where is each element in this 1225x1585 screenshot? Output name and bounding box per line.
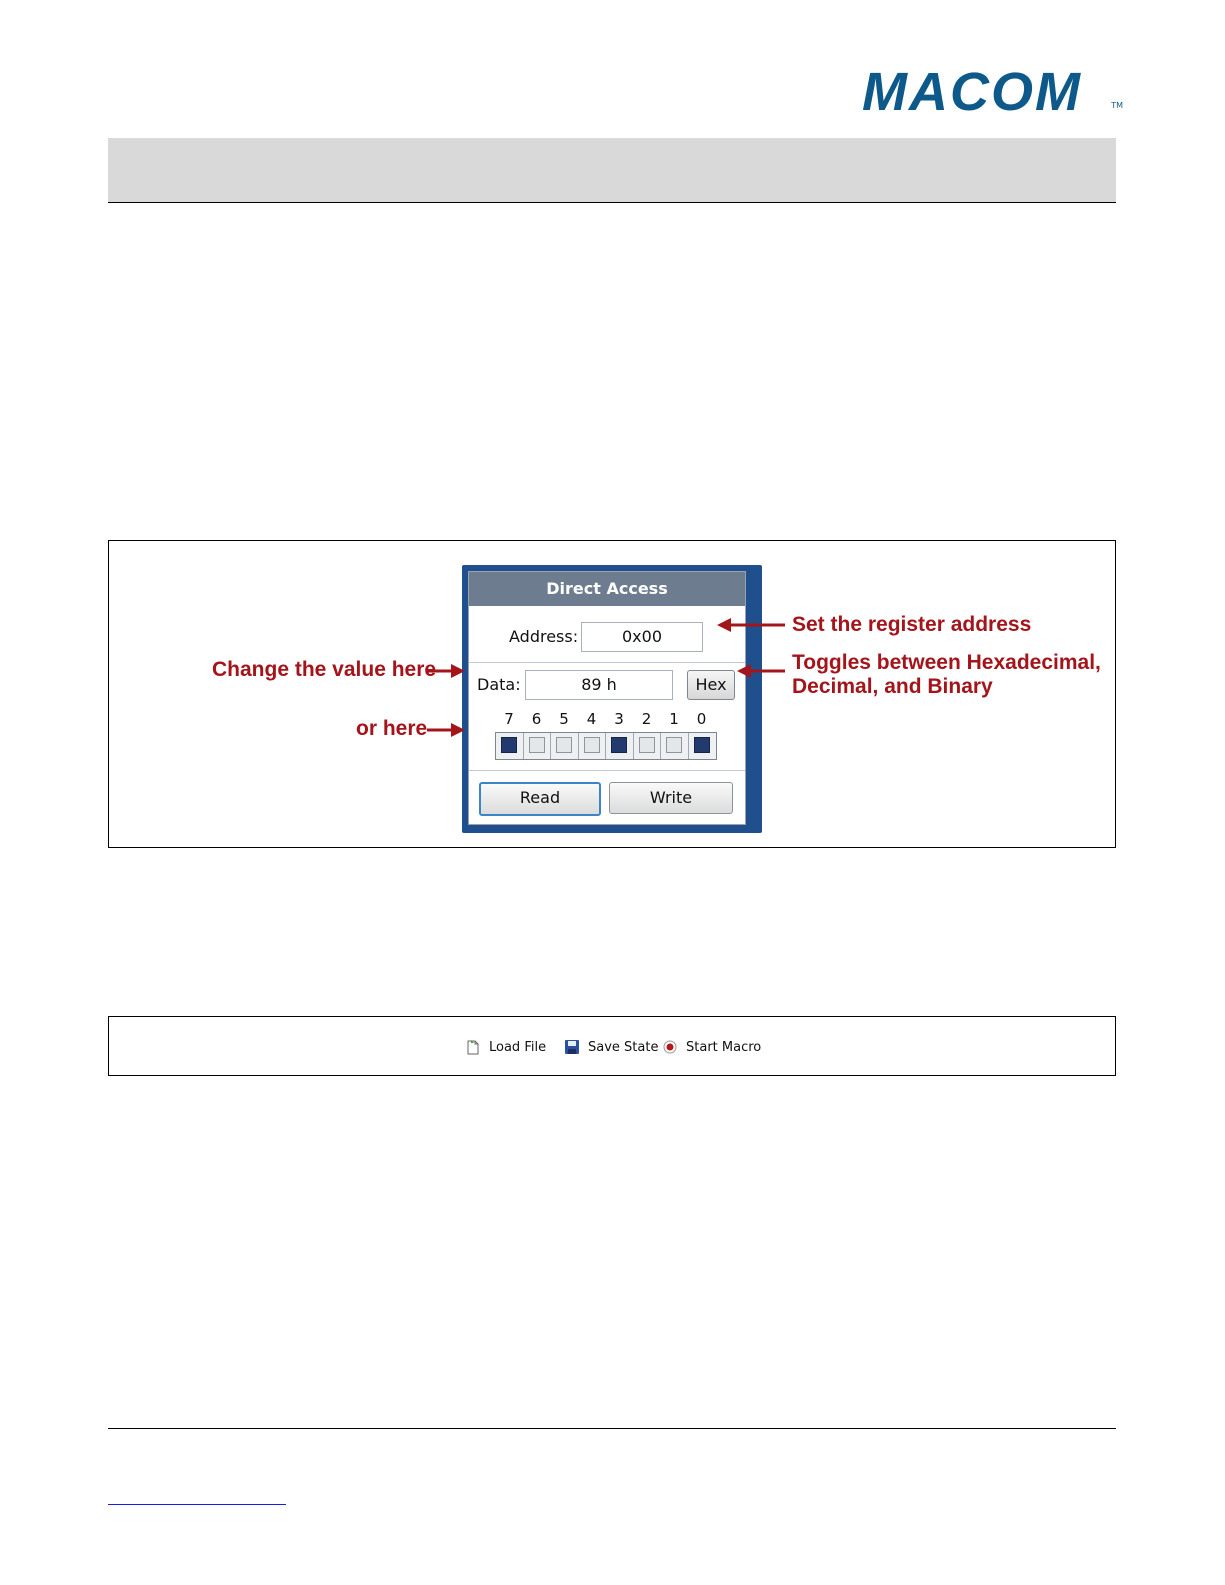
bit-checkbox[interactable]	[661, 733, 689, 759]
divider	[469, 770, 745, 771]
bit-checkbox[interactable]	[524, 733, 552, 759]
header-band	[108, 138, 1116, 203]
annotation-toggles-line1: Toggles between Hexadecimal,	[792, 651, 1101, 674]
bit-checkbox[interactable]	[496, 733, 524, 759]
write-button[interactable]: Write	[609, 782, 733, 814]
divider	[469, 662, 745, 663]
bit-index-label: 1	[669, 710, 679, 728]
bit-index-label: 0	[696, 710, 707, 728]
arrow-right-icon	[427, 722, 467, 738]
record-icon	[662, 1039, 678, 1055]
save-state-button[interactable]	[564, 1037, 658, 1057]
data-label: Data:	[477, 675, 521, 694]
address-input[interactable]: 0x00	[581, 622, 703, 652]
save-state-label: Save State	[588, 1039, 659, 1055]
panel-title: Direct Access	[469, 572, 745, 606]
checkbox-box	[694, 737, 710, 753]
bit-checkbox[interactable]	[689, 733, 717, 759]
checkbox-box	[556, 737, 572, 753]
arrow-right-icon	[427, 663, 467, 679]
bit-index-label: 7	[504, 710, 514, 728]
direct-access-window	[462, 565, 762, 833]
checkbox-box	[611, 737, 627, 753]
footer-link-underline[interactable]	[108, 1504, 286, 1505]
load-file-icon	[465, 1039, 481, 1055]
bit-index-label: 3	[614, 710, 624, 728]
bit-checkbox[interactable]	[606, 733, 634, 759]
annotation-address: Set the register address	[792, 613, 1032, 636]
toolbar-figure	[108, 1016, 1116, 1076]
annotation-or-here: or here	[356, 717, 428, 740]
direct-access-panel	[468, 571, 746, 825]
format-toggle-button[interactable]: Hex	[687, 670, 735, 700]
checkbox-box	[639, 737, 655, 753]
bit-index-label: 2	[641, 710, 652, 728]
load-file-button[interactable]	[465, 1037, 546, 1057]
bit-checkbox[interactable]	[551, 733, 579, 759]
direct-access-figure	[108, 540, 1116, 848]
logo-wordmark: MACOM	[862, 62, 1082, 122]
bit-checkbox[interactable]	[579, 733, 607, 759]
bit-index-label: 5	[559, 710, 569, 728]
footer-divider	[108, 1428, 1116, 1429]
macom-logo	[862, 62, 1123, 122]
start-macro-button[interactable]	[662, 1037, 761, 1057]
checkbox-box	[666, 737, 682, 753]
bit-checkbox[interactable]	[634, 733, 662, 759]
checkbox-box	[529, 737, 545, 753]
load-file-label: Load File	[489, 1039, 547, 1055]
start-macro-label: Start Macro	[686, 1039, 762, 1055]
data-input[interactable]: 89 h	[525, 670, 673, 700]
arrow-left-icon	[717, 617, 787, 633]
arrow-left-icon	[737, 663, 787, 679]
address-label: Address:	[509, 627, 579, 646]
annotation-toggles-line2: Decimal, and Binary	[792, 675, 993, 698]
bit-checkbox-row	[495, 732, 717, 760]
checkbox-box	[584, 737, 600, 753]
bit-index-label: 4	[586, 710, 597, 728]
logo-trademark: TM	[1111, 101, 1123, 110]
save-state-icon	[564, 1039, 580, 1055]
bit-index-label: 6	[531, 710, 542, 728]
annotation-change-value: Change the value here	[212, 658, 437, 681]
checkbox-box	[501, 737, 517, 753]
read-button[interactable]: Read	[479, 782, 601, 816]
